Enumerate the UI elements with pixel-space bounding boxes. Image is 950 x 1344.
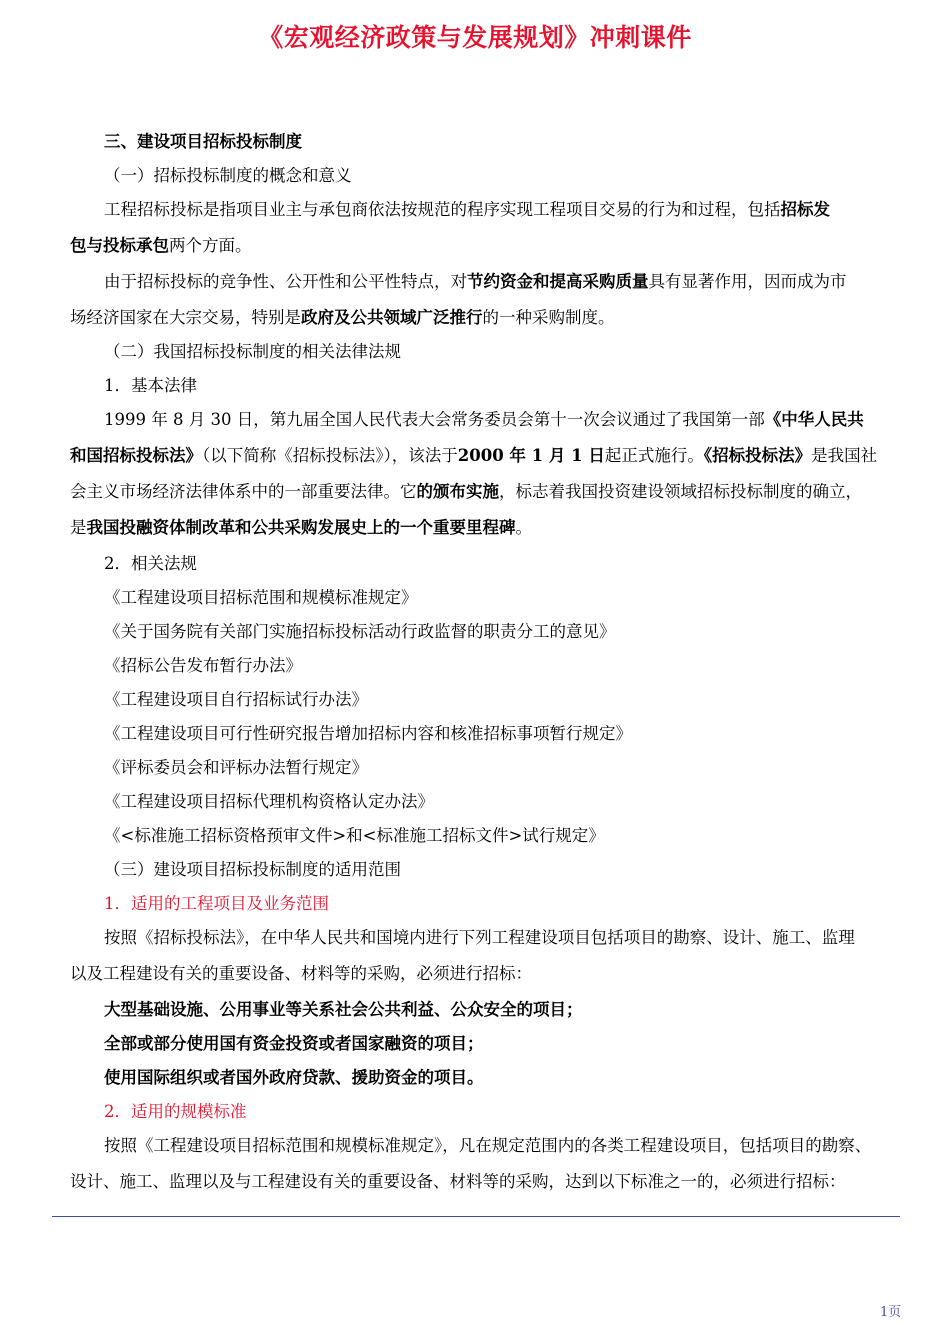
regulation-item: 《关于国务院有关部门实施招标投标活动行政监督的职责分工的意见》 xyxy=(104,622,616,641)
paragraph-line: 按照《招标投标法》，在中华人民共和国境内进行下列工程建设项目包括项目的勘察、设计、施工、监理 xyxy=(104,928,855,947)
paragraph-line: 以及工程建设有关的重要设备、材料等的采购，必须进行招标： xyxy=(70,964,532,983)
paragraph-line: 由于招标投标的竞争性、公开性和公平性特点，对节约资金和提高采购质量具有显著作用，因而成为市 xyxy=(104,272,847,291)
paragraph-line: 1999 年 8 月 30 日，第九届全国人民代表大会常务委员会第十一次会议通过了我国第一部《中华人民共 xyxy=(104,410,864,429)
page-title: 《宏观经济政策与发展规划》冲刺课件 xyxy=(258,23,692,52)
paragraph-line: 和国招标投标法》（以下简称《招标投标法》），该法于2000 年 1 月 1 日起正式施行。《招标投标法》是我国社 xyxy=(70,446,878,465)
bold-criterion: 使用国际组织或者国外政府贷款、援助资金的项目。 xyxy=(104,1068,484,1087)
regulation-item: 《工程建设项目招标代理机构资格认定办法》 xyxy=(104,792,434,811)
regulation-item: 《工程建设项目招标范围和规模标准规定》 xyxy=(104,588,418,607)
regulation-item: 《<标准施工招标资格预审文件>和<标准施工招标文件>试行规定》 xyxy=(104,826,605,845)
paragraph-line: 是我国投融资体制改革和公共采购发展史上的一个重要里程碑。 xyxy=(70,518,532,537)
regulation-item: 《评标委员会和评标办法暂行规定》 xyxy=(104,758,368,777)
bold-criterion: 全部或部分使用国有资金投资或者国家融资的项目； xyxy=(104,1034,484,1053)
paragraph-line: 工程招标投标是指项目业主与承包商依法按规范的程序实现工程项目交易的行为和过程，包括招标发 xyxy=(104,200,830,219)
regulation-item: 《工程建设项目可行性研究报告增加招标内容和核准招标事项暂行规定》 xyxy=(104,724,632,743)
footer-divider xyxy=(52,1216,900,1217)
subsection-heading: （三）建设项目招标投标制度的适用范围 xyxy=(104,860,401,879)
paragraph-line: 设计、施工、监理以及与工程建设有关的重要设备、材料等的采购，达到以下标准之一的，必须进行招标： xyxy=(70,1172,846,1191)
section-heading: 三、建设项目招标投标制度 xyxy=(104,132,302,151)
subsection-heading: （二）我国招标投标制度的相关法律法规 xyxy=(104,342,401,361)
bold-criterion: 大型基础设施、公用事业等关系社会公共利益、公众安全的项目； xyxy=(104,1000,583,1019)
paragraph-line: 场经济国家在大宗交易，特别是政府及公共领域广泛推行的一种采购制度。 xyxy=(70,308,615,327)
list-heading: 1．基本法律 xyxy=(104,376,197,395)
subsection-heading: （一）招标投标制度的概念和意义 xyxy=(104,166,352,185)
regulation-item: 《工程建设项目自行招标试行办法》 xyxy=(104,690,368,709)
regulation-item: 《招标公告发布暂行办法》 xyxy=(104,656,302,675)
highlight-heading: 1．适用的工程项目及业务范围 xyxy=(104,894,329,913)
page-number: 1页 xyxy=(880,1305,902,1320)
paragraph-line: 按照《工程建设项目招标范围和规模标准规定》，凡在规定范围内的各类工程建设项目，包括项目的勘察、 xyxy=(104,1136,872,1155)
paragraph-line: 包与投标承包两个方面。 xyxy=(70,236,252,255)
list-heading: 2．相关法规 xyxy=(104,554,197,573)
paragraph-line: 会主义市场经济法律体系中的一部重要法律。它的颁布实施，标志着我国投资建设领域招标投标制度的确立， xyxy=(70,482,862,501)
highlight-heading: 2．适用的规模标准 xyxy=(104,1102,247,1121)
